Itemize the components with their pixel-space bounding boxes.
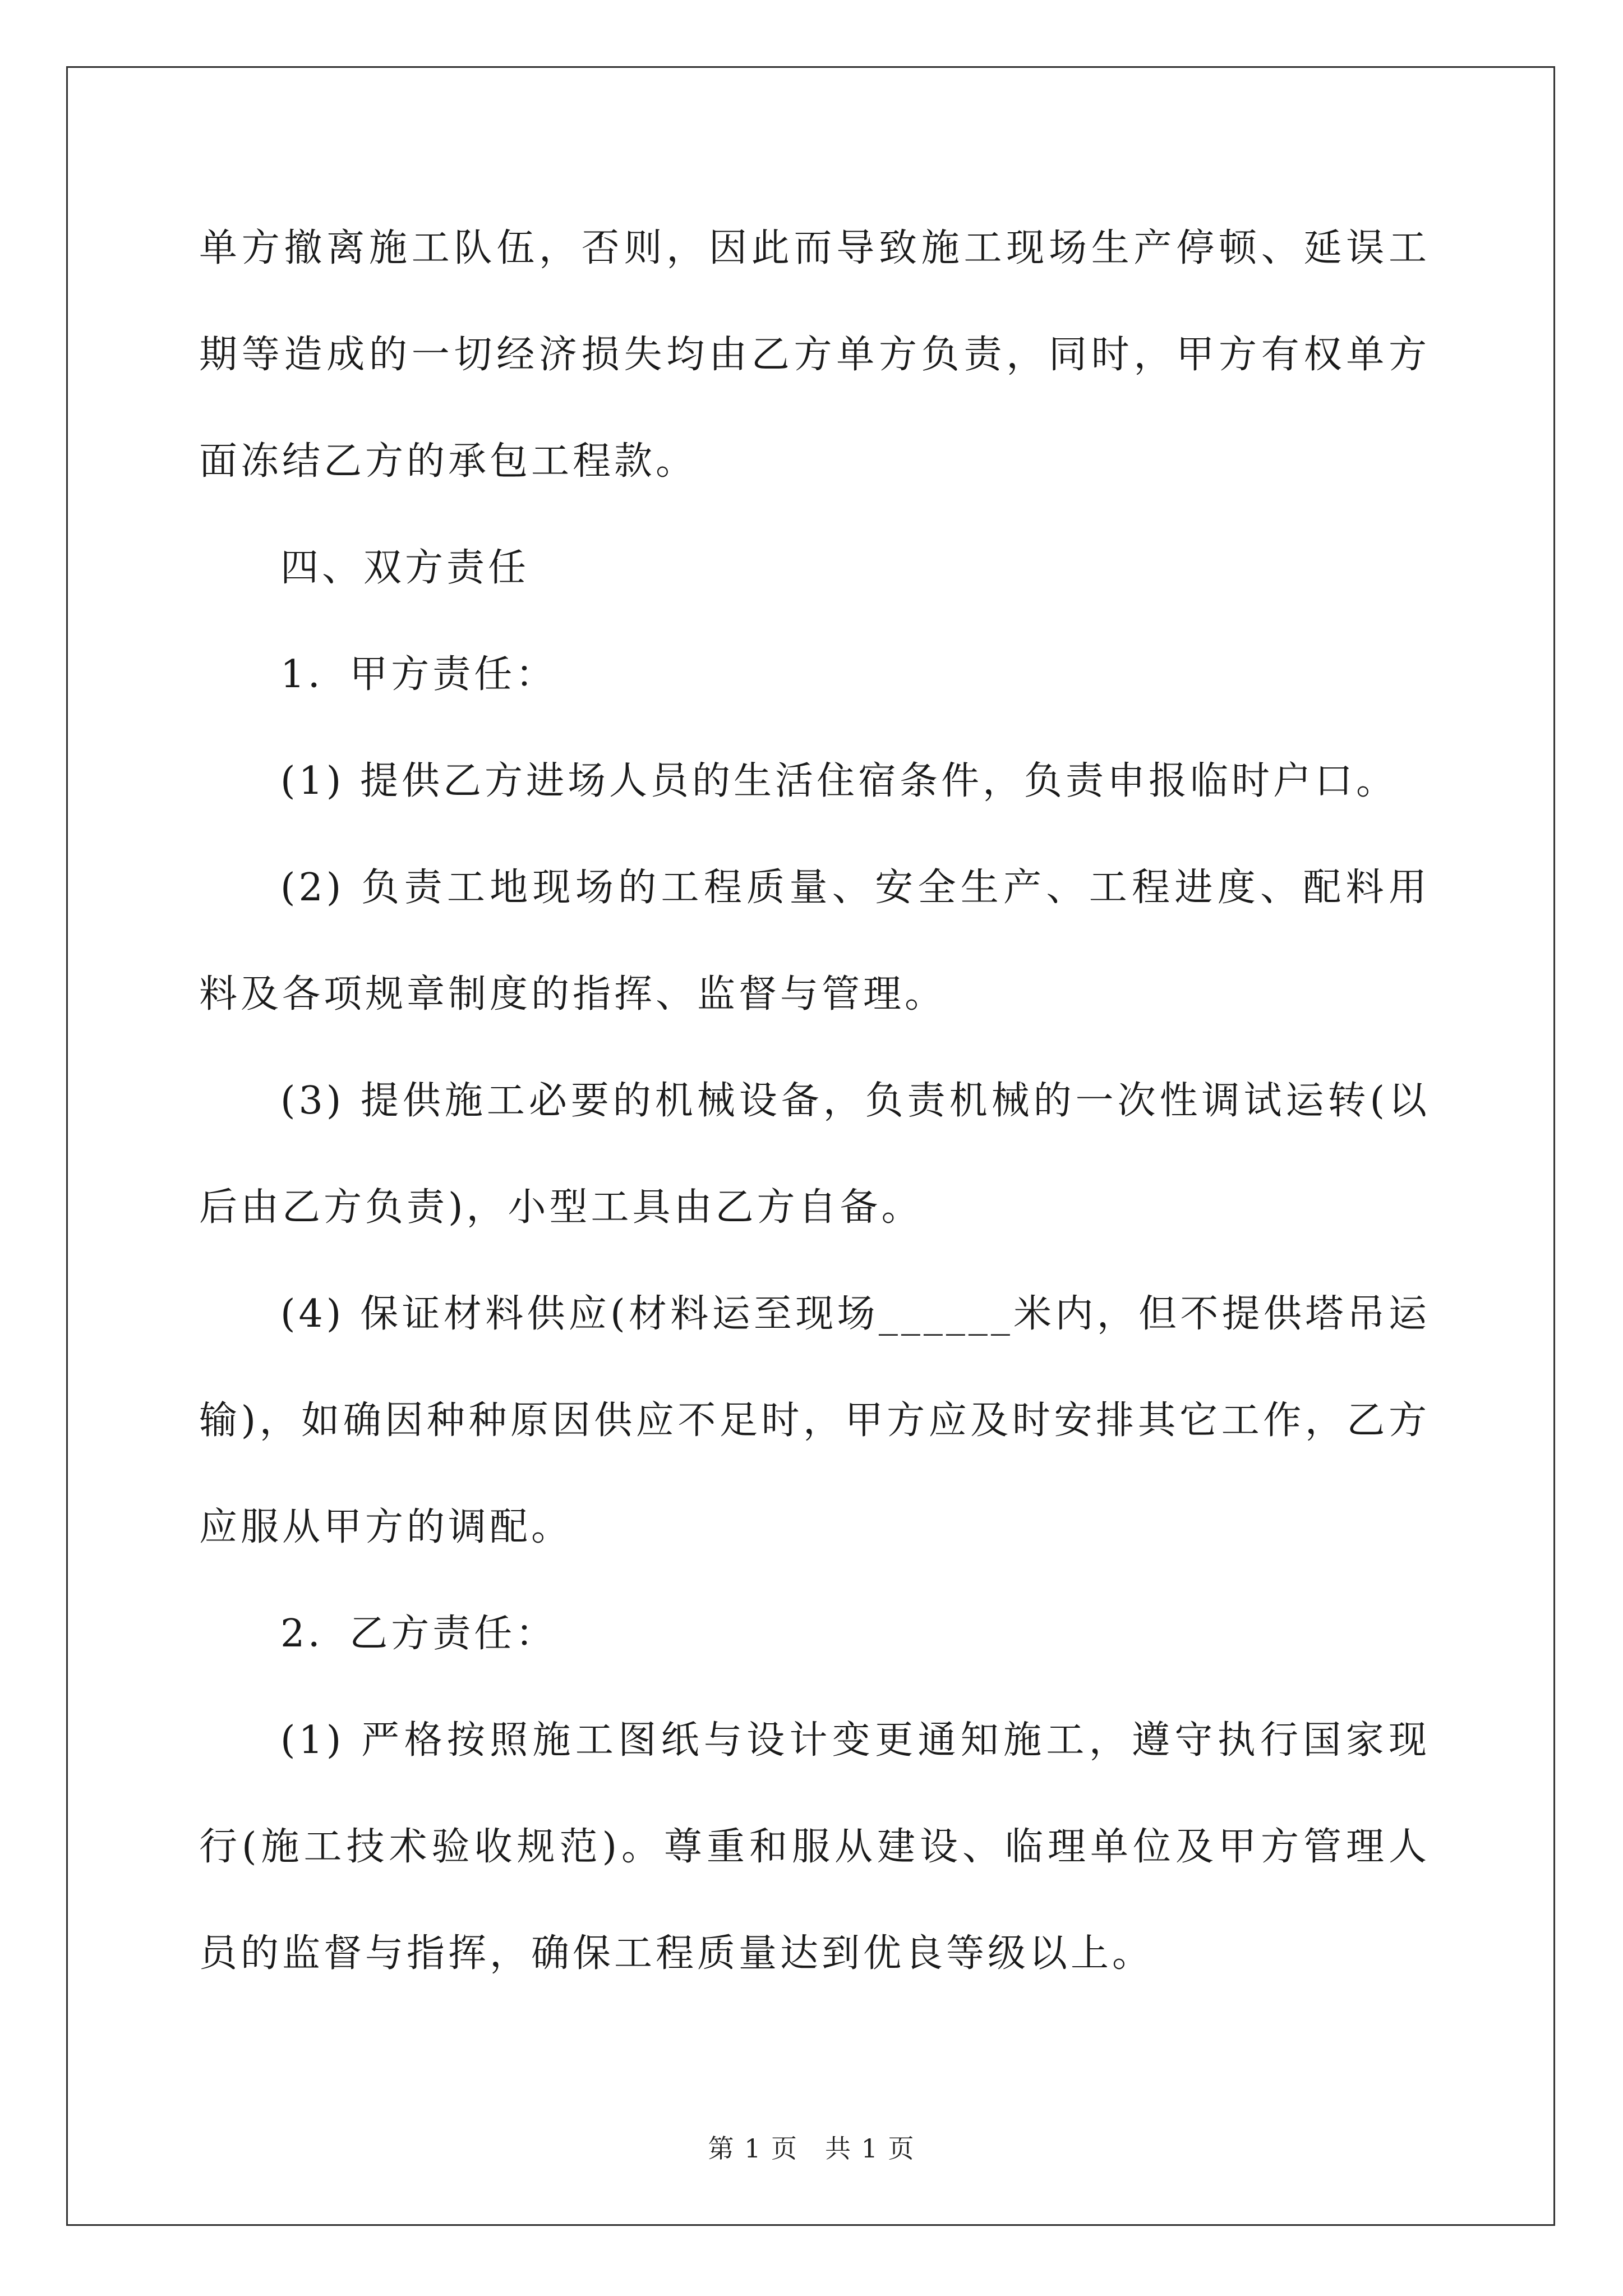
document-body bbox=[199, 212, 1430, 2007]
subsection-heading: 2．乙方责任： bbox=[280, 1612, 557, 1656]
clause-item: (3) 提供施工必要的机械设备，负责机械的一次性调试运转(以后由乙方负责)，小型工具由乙方自备。 bbox=[199, 1079, 1430, 1230]
clause-item: (2) 负责工地现场的工程质量、安全生产、工程进度、配料用料及各项规章制度的指挥、监督与管理。 bbox=[199, 866, 1430, 1016]
page-number-footer: 第 1 页 共 1 页 bbox=[708, 2133, 915, 2164]
paragraph: 单方撤离施工队伍，否则，因此而导致施工现场生产停顿、延误工期等造成的一切经济损失均由乙方单方负责，同时，甲方有权单方面冻结乙方的承包工程款。 bbox=[199, 226, 1430, 484]
clause-item: (1) 严格按照施工图纸与设计变更通知施工，遵守执行国家现行(施工技术验收规范)。尊重和服从建设、临理单位及甲方管理人员的监督与指挥，确保工程质量达到优良等级以上。 bbox=[199, 1718, 1430, 1976]
subsection-heading: 1．甲方责任： bbox=[280, 652, 557, 697]
clause-item: (1) 提供乙方进场人员的生活住宿条件，负责申报临时户口。 bbox=[280, 759, 1398, 803]
clause-item: (4) 保证材料供应(材料运至现场______米内，但不提供塔吊运输)，如确因种种原因供应不足时，甲方应及时安排其它工作，乙方应服从甲方的调配。 bbox=[199, 1292, 1430, 1549]
section-heading: 四、双方责任 bbox=[280, 546, 530, 590]
